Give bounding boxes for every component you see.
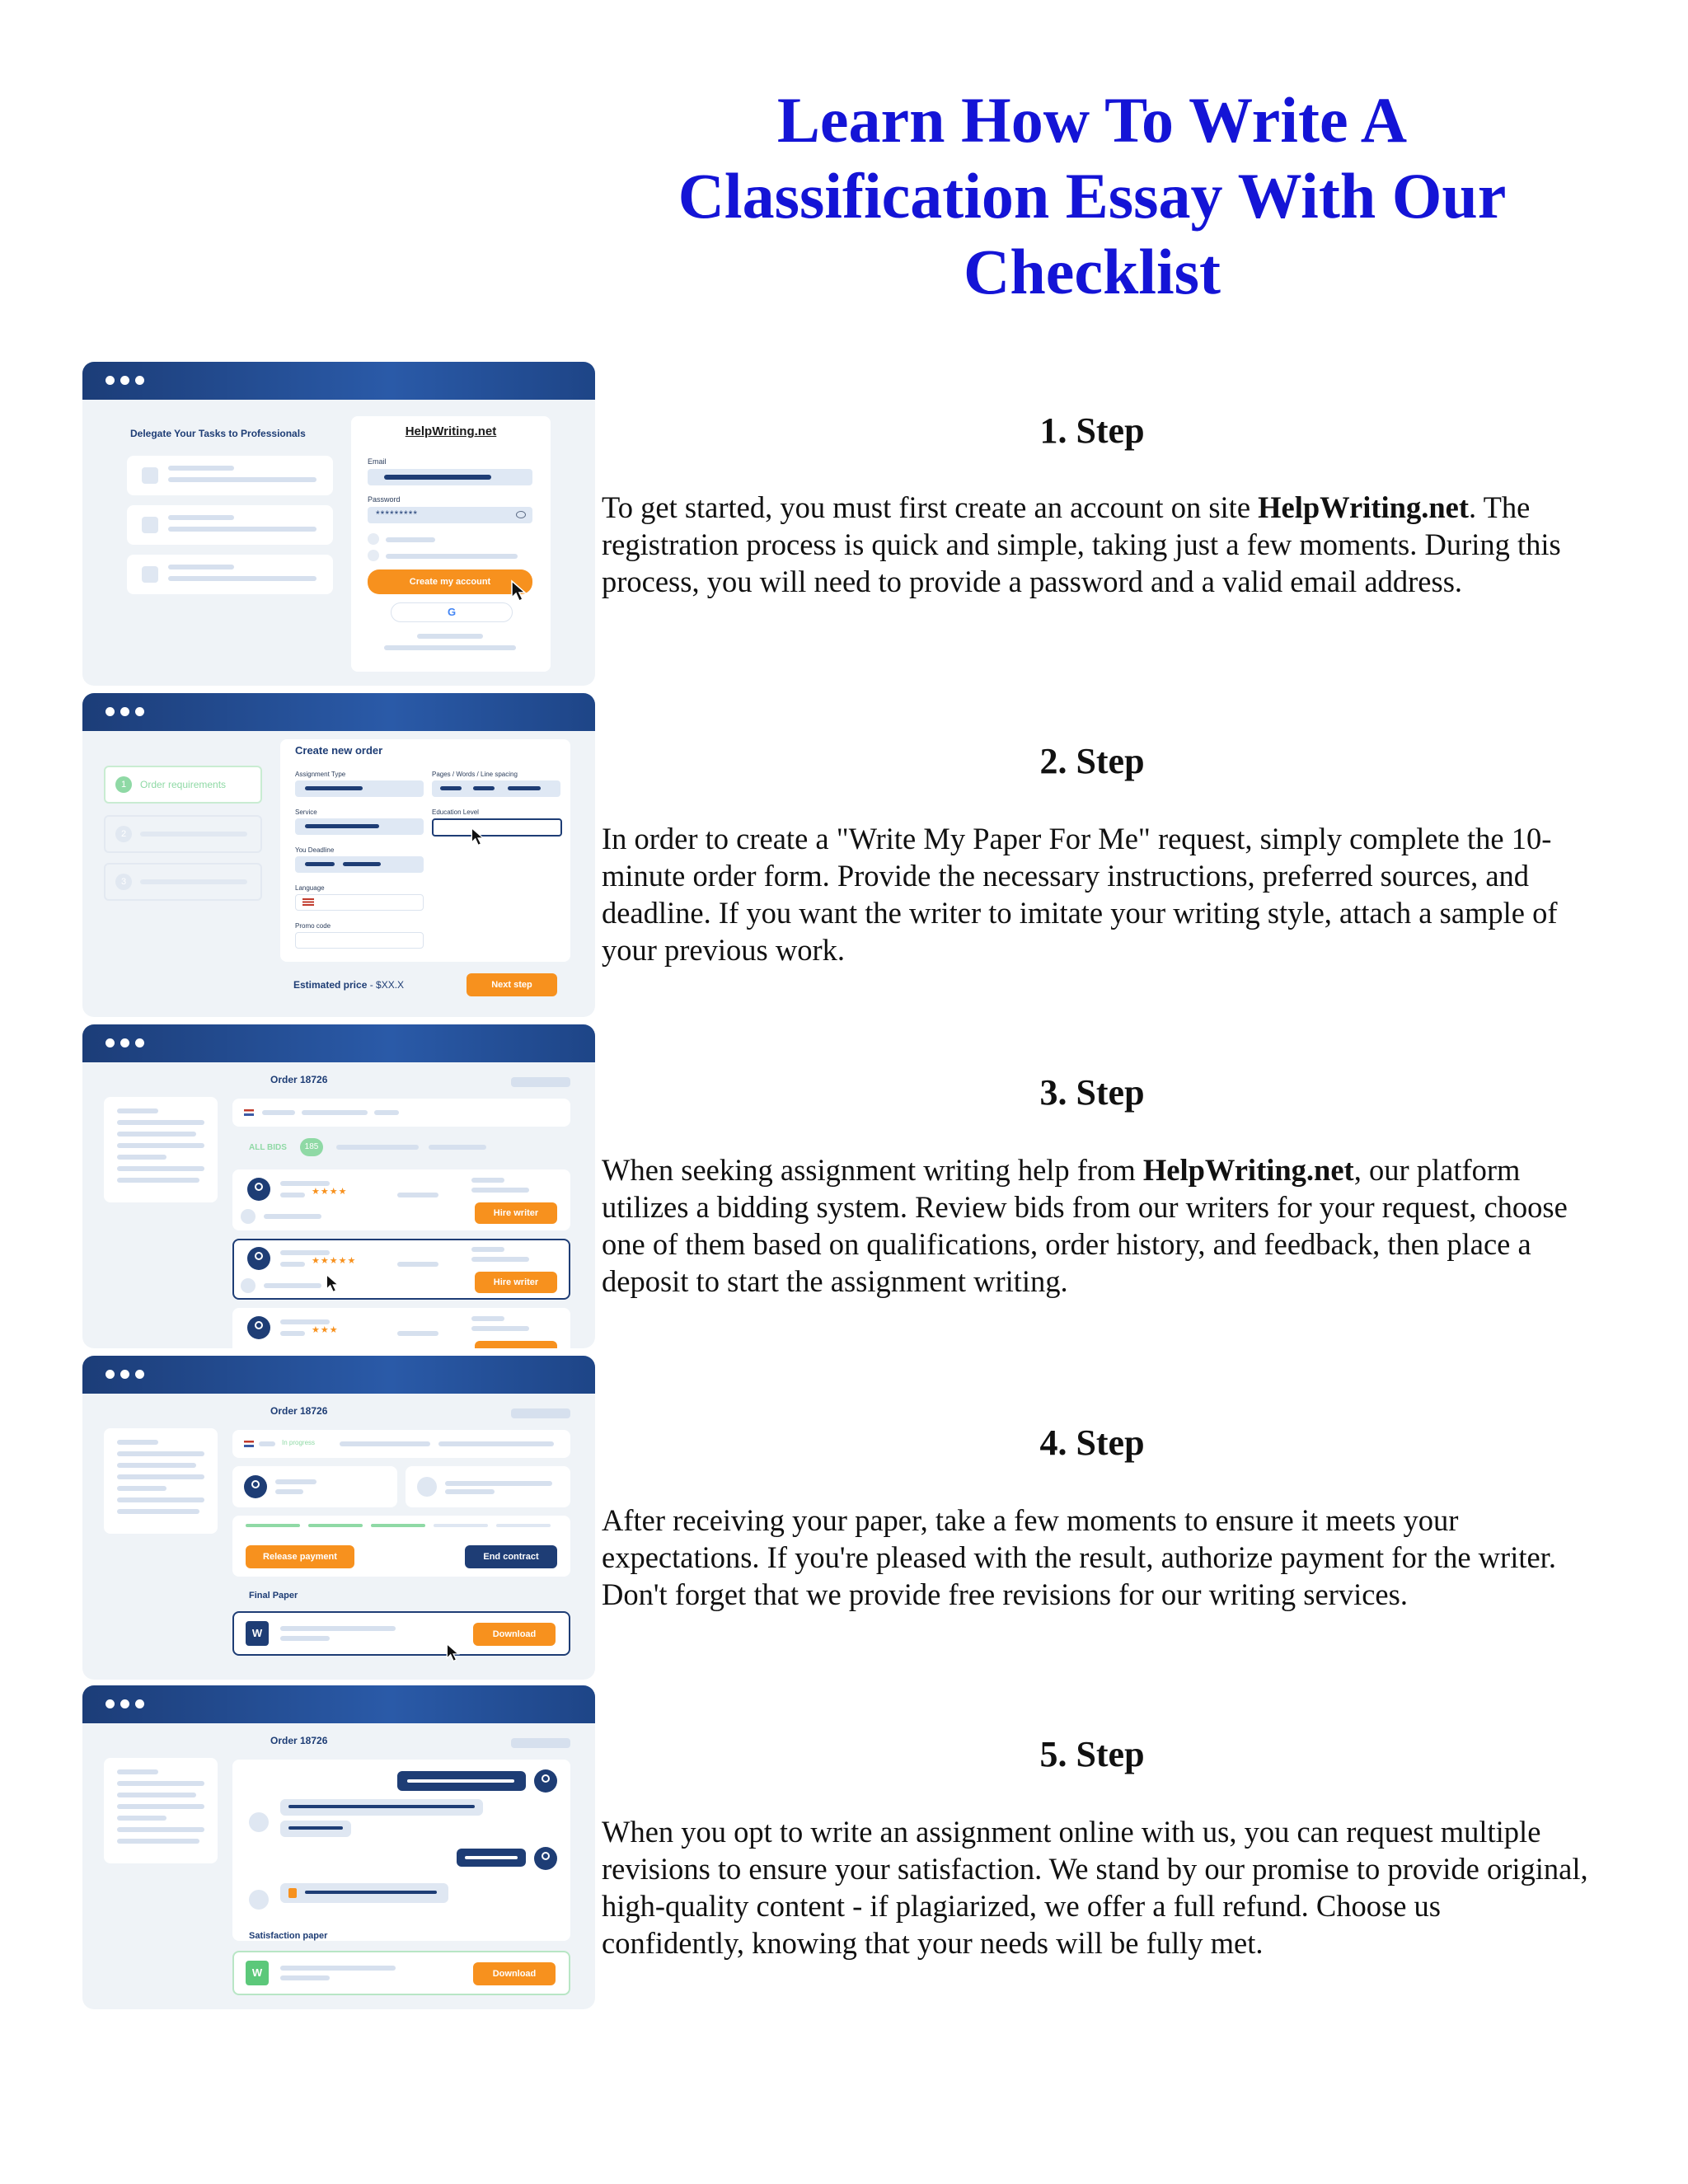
end-contract-button[interactable]: End contract xyxy=(465,1545,557,1568)
eye-icon[interactable] xyxy=(516,511,526,518)
all-bids-label: ALL BIDS xyxy=(249,1143,287,1152)
checkbox[interactable] xyxy=(368,533,379,545)
step-5-heading: 5. Step xyxy=(1039,1734,1145,1774)
order-number: Order 18726 xyxy=(270,1735,328,1746)
window-dot xyxy=(135,1038,144,1047)
google-icon: G xyxy=(447,606,457,618)
step-4-heading: 4. Step xyxy=(1039,1422,1145,1463)
window-dot xyxy=(106,1699,115,1708)
writer-avatar xyxy=(247,1178,270,1201)
create-order-title: Create new order xyxy=(295,744,383,757)
google-signin-button[interactable] xyxy=(391,602,513,622)
window-dot xyxy=(106,707,115,716)
step-4-text: After receiving your paper, take a few moments to ensure it meets your expectations. If you're pleased with the result, authorize payment for the writer. Don't forget that we provide free revisions for our writing services. xyxy=(602,1503,1556,1611)
order-step-1[interactable]: 1 Order requirements xyxy=(104,766,262,804)
create-account-button[interactable]: Create my account xyxy=(368,569,532,594)
chat-attachment xyxy=(280,1883,448,1903)
window-dot xyxy=(106,376,115,385)
window-dot xyxy=(120,1370,129,1379)
step-3-text: When seeking assignment writing help from HelpWriting.net, our platform utilizes a bidding system. Review bids from our writers for your request, choose one of them based on qualifications, order history, and feedback, then place a deposit to start the assignment writing. xyxy=(602,1153,1568,1298)
window-dot xyxy=(106,1370,115,1379)
chat-message-received xyxy=(280,1799,483,1816)
bids-count-badge: 185 xyxy=(300,1138,323,1156)
download-button[interactable]: Download xyxy=(473,1623,556,1646)
final-paper-label: Final Paper xyxy=(249,1591,298,1601)
word-file-icon: W xyxy=(246,1621,269,1646)
order-number: Order 18726 xyxy=(270,1074,328,1085)
password-label: Password xyxy=(368,495,401,504)
order-form: Create new order Assignment Type Pages / Words / Line spacing Service Education Level You Deadline Language Promo code xyxy=(280,739,570,962)
us-flag-icon xyxy=(302,898,314,906)
password-field[interactable]: ********* xyxy=(368,507,532,523)
email-field[interactable] xyxy=(368,469,532,485)
step-5-text: When you opt to write an assignment online with us, you can request multiple revisions to ensure your satisfaction. We stand by our promise to provide original, high-quality content - if plagiarized, we offer a full refund. Choose us confidently, knowing that your needs will be fully met. xyxy=(602,1815,1588,1960)
brand-name: HelpWriting.net xyxy=(1142,1153,1354,1187)
sidebar xyxy=(104,1758,218,1863)
next-step-button[interactable]: Next step xyxy=(467,973,557,996)
status-badge: In progress xyxy=(282,1439,316,1446)
email-label: Email xyxy=(368,457,387,466)
window-dot xyxy=(135,1370,144,1379)
sidebar xyxy=(104,1428,218,1534)
service-select[interactable] xyxy=(295,818,424,835)
window-dot xyxy=(135,707,144,716)
hire-writer-button[interactable]: Hire writer xyxy=(475,1202,557,1224)
delegate-heading: Delegate Your Tasks to Professionals xyxy=(130,428,306,439)
window-titlebar xyxy=(82,1685,595,1723)
bid-card xyxy=(232,1308,570,1348)
window-dot xyxy=(120,707,129,716)
writer-avatar xyxy=(247,1316,270,1339)
task-card xyxy=(127,505,333,545)
hire-writer-button[interactable]: Hire writer xyxy=(475,1272,557,1293)
bid-card xyxy=(232,1169,570,1230)
language-select[interactable] xyxy=(295,894,424,911)
bid-card-selected xyxy=(232,1239,570,1300)
window-dot xyxy=(135,1699,144,1708)
step-1-heading: 1. Step xyxy=(1039,410,1145,451)
mockup-revisions xyxy=(82,1685,595,2009)
release-payment-button[interactable]: Release payment xyxy=(246,1545,354,1568)
writer-card xyxy=(232,1466,397,1507)
rating-stars: ★★★★ xyxy=(312,1187,348,1197)
order-step-3[interactable]: 3 xyxy=(104,863,262,901)
sidebar xyxy=(104,1097,218,1202)
page-title: Learn How To Write A Classification Essay With Our Checklist xyxy=(678,84,1507,307)
chat-message-sent xyxy=(397,1771,526,1791)
brand-name: HelpWriting.net xyxy=(1258,490,1469,524)
mockup-registration xyxy=(82,362,595,686)
rating-stars: ★★★ xyxy=(312,1325,339,1335)
rating-stars: ★★★★★ xyxy=(312,1256,357,1266)
deadline-select[interactable] xyxy=(295,856,424,873)
pages-select[interactable] xyxy=(432,780,560,797)
mockup-create-order xyxy=(82,693,595,1017)
writer-avatar xyxy=(534,1847,557,1870)
hire-writer-button[interactable] xyxy=(475,1341,557,1348)
promo-code-input[interactable] xyxy=(295,932,424,949)
final-paper-file xyxy=(232,1611,570,1656)
task-card xyxy=(127,555,333,594)
window-titlebar xyxy=(82,1024,595,1062)
cursor-icon xyxy=(325,1273,343,1295)
task-card xyxy=(127,456,333,495)
window-dot xyxy=(120,1699,129,1708)
order-number: Order 18726 xyxy=(270,1405,328,1417)
brand-logo: HelpWriting.net xyxy=(405,424,497,438)
word-file-icon: W xyxy=(246,1961,269,1985)
step-2-heading: 2. Step xyxy=(1039,741,1145,781)
order-summary xyxy=(232,1430,570,1458)
window-titlebar xyxy=(82,693,595,731)
window-dot xyxy=(106,1038,115,1047)
education-level-select[interactable] xyxy=(432,818,562,837)
satisfaction-paper-label: Satisfaction paper xyxy=(249,1931,328,1941)
window-titlebar xyxy=(82,362,595,400)
cursor-icon xyxy=(510,579,530,604)
cursor-icon xyxy=(470,827,488,848)
assignment-type-select[interactable] xyxy=(295,780,424,797)
checkbox[interactable] xyxy=(368,550,379,561)
download-button[interactable]: Download xyxy=(473,1962,556,1985)
window-titlebar xyxy=(82,1356,595,1394)
chat-panel xyxy=(232,1760,570,1941)
satisfaction-paper-file xyxy=(232,1951,570,1995)
mockup-final-paper xyxy=(82,1356,595,1680)
step-2-text: In order to create a "Write My Paper For Me" request, simply complete the 10-minute order form. Provide the necessary instructions, preferred sources, and deadline. If you want the writer to imitate your writing style, attach a sample of your previous work. xyxy=(602,822,1558,967)
window-dot xyxy=(135,376,144,385)
chat-message-received xyxy=(280,1821,351,1837)
payment-panel xyxy=(232,1516,570,1577)
writer-avatar xyxy=(534,1769,557,1793)
window-dot xyxy=(120,1038,129,1047)
signup-panel xyxy=(351,416,551,672)
window-dot xyxy=(120,376,129,385)
flag-icon xyxy=(244,1109,254,1116)
mockup-bids xyxy=(82,1024,595,1348)
attachment-icon xyxy=(288,1888,297,1898)
order-step-2[interactable]: 2 xyxy=(104,815,262,853)
step-3-heading: 3. Step xyxy=(1039,1072,1145,1113)
step-1-text: To get started, you must first create an account on site HelpWriting.net. The registration process is quick and simple, taking just a few moments. During this process, you will need to provide a password and a valid email address. xyxy=(602,490,1561,598)
order-summary xyxy=(232,1099,570,1127)
writer-avatar xyxy=(244,1475,267,1498)
chat-message-sent xyxy=(457,1849,526,1867)
estimated-price: Estimated price - $XX.X xyxy=(293,979,405,991)
writer-card xyxy=(406,1466,570,1507)
writer-avatar xyxy=(247,1247,270,1270)
flag-icon xyxy=(244,1441,254,1447)
cursor-icon xyxy=(445,1643,463,1664)
